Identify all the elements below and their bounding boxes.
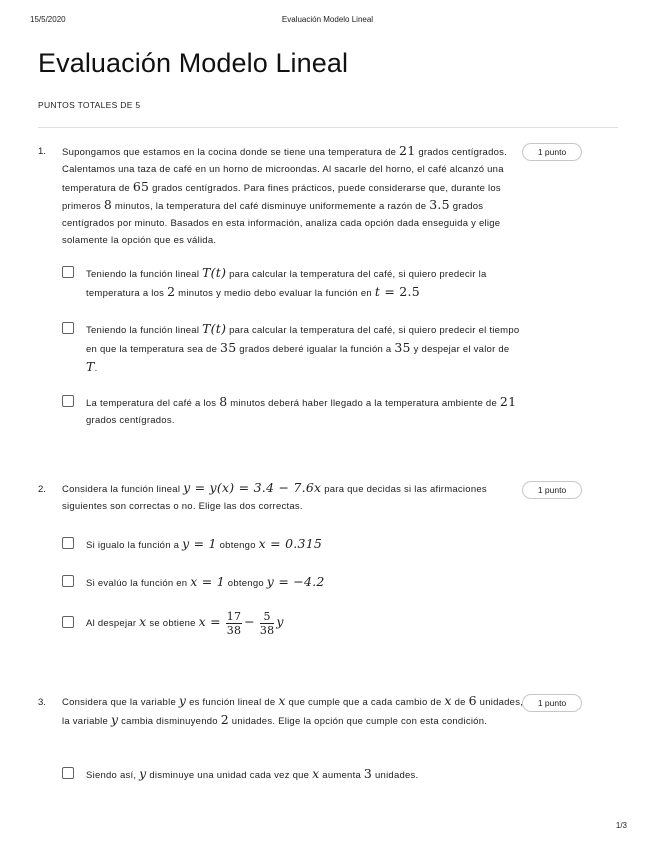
checkbox[interactable] (62, 575, 74, 587)
print-date: 15/5/2020 (30, 15, 66, 24)
question-1-number: 1. (38, 146, 46, 157)
option-label: Si igualo la función a y = 1 obtengo x = 0.315 (86, 536, 323, 551)
option-label: Si evalúo la función en x = 1 obtengo y = −4.2 (86, 574, 325, 589)
checkbox[interactable] (62, 537, 74, 549)
question-2-points-badge: 1 punto (522, 481, 582, 499)
fraction-5-38: $\frac{5}{38}$ (259, 610, 275, 637)
checkbox[interactable] (62, 767, 74, 779)
form-title: Evaluación Modelo Lineal (38, 48, 349, 78)
checkbox[interactable] (62, 266, 74, 278)
question-3-number: 3. (38, 697, 46, 708)
checkbox[interactable] (62, 322, 74, 334)
question-3-text: Considera que la variable y es función lineal de x que cumple que a cada cambio de x de 6 unidades, la variable y cambia disminuyendo 2 unidades. Elige la opción que cumple con esta condición. (62, 693, 524, 727)
option-label: Siendo así, y disminuye una unidad cada vez que x aumenta 3 unidades. (86, 766, 419, 781)
fraction-17-38: $\frac{17}{38}$ (226, 610, 242, 637)
option-label: Al despejar x se obtiene x = $\frac{17}{38}$ − $\frac{5}{38}$ y (86, 610, 284, 637)
question-2-number: 2. (38, 484, 46, 495)
option-label: La temperatura del café a los 8 minutos deberá haber llegado a la temperatura ambiente de 21 grados centígrados. (86, 394, 517, 426)
option-label: Teniendo la función lineal T(t) para calcular la temperatura del café, si quiero predecir la temperatura a los 2 minutos y medio debo evaluar la función en t = 2.5 (86, 265, 487, 299)
question-1-option-1[interactable] (62, 265, 522, 303)
total-points: PUNTOS TOTALES DE 5 (38, 100, 141, 110)
question-1-option-2[interactable] (62, 321, 522, 377)
question-2-option-1[interactable] (62, 536, 522, 555)
question-2-option-3[interactable] (62, 610, 522, 637)
question-3-points-badge: 1 punto (522, 694, 582, 712)
print-title: Evaluación Modelo Lineal (281, 15, 374, 24)
page-number: 1/3 (615, 821, 627, 830)
question-2-option-2[interactable] (62, 574, 522, 593)
checkbox[interactable] (62, 395, 74, 407)
question-3-option-1[interactable] (62, 766, 522, 785)
question-1-points-badge: 1 punto (522, 143, 582, 161)
option-label: Teniendo la función lineal T(t) para calcular la temperatura del café, si quiero predecir el tiempo en que la temperatura sea de 35 grados deberé igualar la función a 35 y despejar el valor de T. (86, 321, 520, 374)
question-2-text: Considera la función lineal y = y(x) = 3.4 − 7.6x para que decidas si las afirmaciones siguientes son correctas o no. Elige las dos correctas. (62, 480, 487, 512)
question-1-text: Supongamos que estamos en la cocina donde se tiene una temperatura de 21 grados centígrados. Calentamos una taza de café en un horno de microondas. Al sacarle del horno, el café alcanzó una temperatura de 65 grados centígrados. Para fines prácticos, puede considerarse que, durante los primeros 8 minutos, la temperatura del café disminuye uniformemente a razón de 3.5 grados centígrados por minuto. Basados en esta información, analiza cada opción dada enseguida y elige solamente la opción que es válida. (62, 143, 508, 246)
question-1-option-3[interactable] (62, 394, 522, 430)
checkbox[interactable] (62, 616, 74, 628)
divider (38, 127, 618, 128)
